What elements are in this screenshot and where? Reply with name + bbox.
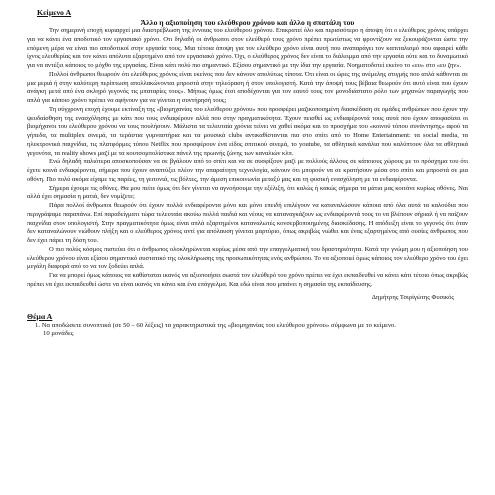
- author-signature: Δημήτρης Τσιρίγώτης Φυσικός: [371, 293, 454, 301]
- document-body: [27, 27, 468, 290]
- question-section: [27, 312, 468, 339]
- paragraph: Τη σύγχρονη εποχή έχουμε εκτίναξη της «βιομηχανίας του ελεύθερου χρόνου» που προσφέρει μαζικοποιημένη διασκέδαση σε ομάδες ανθρώπων που έχουν την ψευδαίσθηση της ενασχόλησης με κάτι που τους ενδιαφέρουν αλλά που στην πραγματικότητα. Έχουν πεισθεί ως ενδιαφέροντά τους αυτά που έχουν αποφασίσει οι βιομήχανοι του ελεύθερου χρόνου να τους πουλήσουν. Μάλιστα τα τελευταία χρόνια τείνει να χαθεί ακόμα και το προσχήμα του «κοινού τόπου συνάντησης» αφού τα γήπεδα, τα multiplex σινεμά, τα τεράστια γυμναστήρια και τα μουσικά clubs αντικαθίστανται πια στο σπίτι από το Home Entertainment: τα social media, τα ηλεκτρονικά παιχνίδια, τις πλατφόρμες τύπου Netflix που προσφέρουν ένα είδος σπιτικού σινεμά, το youtube, τα αθλητικά κανάλια που καλύπτουν όλα τα αθλητικά γεγονότα, τα reality shows μαζί με τα κουτσομπολίστικα πάνελ της πρωινής ζώνης των καναλιών κλπ.: [27, 105, 468, 157]
- paragraph: Ο πιο πολύς κόσμος πιστεύει ότι ο άνθρωπος ολοκληρώνεται κυρίως μέσα από την επαγγελματική του δραστηριότητα. Κατά την γνώμη μου η αξιοποίηση του ελεύθερου χρόνου είναι εξίσου σημαντικό συστατικό της ολοκλήρωσης της προσωπικότητας ενός ανθρώπου. Το να αξιοποιεί όμως κάποιος τον ελεύθερο χρόνο του έχει μεγάλη διαφορά από το να τον ξοδεύει απλά.: [27, 245, 468, 271]
- paragraph: Πάρα πολλοί άνθρωποι θεωρούν ότι έχουν πολλά ενδιαφέροντα μόνο και μόνο επειδή επιλέγουν να καταναλώσουν κάποια από όλα αυτά τα καλούδια που περιγράψαμε παραπάνω. Επί παραδείγματι τώρα τελευταία ακούω πολλά παιδιά και νέους να καταναγκάζουν ως ενδιαφέροντά τους το να βλέπουν σήριαλ ή να παίζουν παιχνίδια στον υπολογιστή. Στην πραγματικότητα όμως είναι απλά εξαρτημένοι καταναλωτές κονσερβοποιημένης διασκέδασης. Η απόδειξη είναι το γεγονός ότι όταν δεν καταναλώνουν νιώθουν πλήξη και ο ελεύθερος χρόνος αντί για απόλαυση γίνεται μαρτύριο, όπως ακριβώς νιώθει και ένας εξαρτημένος από ουσίες άνθρωπος που δεν έχει πάρει τη δόση του.: [27, 202, 468, 244]
- document-page: [27, 8, 468, 339]
- paragraph: Την σημερινή εποχή κυριαρχεί μια διαστρέβλωση της έννοιας του ελεύθερου χρόνου. Επικρατεί όλο και περισσότερο η άποψη ότι ο ελεύθερος χρόνος υπάρχει για να κάνει ένα αποδοτικό τον εργασιακό χρόνο. Οτι δηλαδή οι άνθρωποι στον ελεύθερό τους χρόνο πρέπει πρωτίστως να φροντίζουν να ξεκουράζονται ώστε την επόμενη μέρα να είναι πιο αποδοτικοί στην εργασία τους. Μια τέτοια άποψη για τον ελεύθερο χρόνο είναι αυτή που αναπαράγει τον καπιταλισμό που αφαιρεί κάθε ίχνος ελευθερίας και τον κάνει απόλυτα εξαρτημένο από τον εργασιακό χρόνο. Όχι, ο ελεύθερος χρόνος δεν είναι το διάλειμμα από την εργασία ούτε και το δυναμωτικό για να αντέξει κάποιος το μόχθο της εργασίας. Είναι κάτι πολύ πιο σημαντικό. Εξίσου σημαντικό με την ίδια την εργασία. Νοηματοδοτεί εκείνο το «ευ» στο «ευ ζην».: [27, 27, 468, 69]
- paragraph: Ενώ δηλαδή παλιότερα αποσκοπούσαν να σε βγάλουν από το σπίτι και να σε συσφίξουν μαζί με πολλούς άλλους σε κάποιους χώρους με το πρόσχημα του ότι έχετε κοινά ενδιαφέροντα, σήμερα που έχουν αναπτύξει πλέον την απαραίτητη τεχνολογία, κάνουν ότι μπορούν να σε κρατήσουν μέσα στο σπίτι και μπροστά σε μια οθόνη. Πιο πολύ ακόμα είχαμε τις παρέες, τη γειτονιά, τις βόλτες, την άμεση επικοινωνία μεταξύ μας και τη φυσική ενασχόληση με τα ενδιαφέροντα.: [27, 158, 468, 183]
- text-label: Κείμενο Α: [37, 8, 72, 17]
- document-title: Άλλο η αξιοποίηση του ελεύθερου χρόνου και άλλο η σπατάλη του: [140, 18, 355, 27]
- marks-label: 10 μονάδες: [43, 330, 74, 338]
- section-label: Θέμα Α: [27, 311, 53, 321]
- paragraph: Πολλοί άνθρωποι θεωρούν ότι ελεύθερος χρόνος είναι εκείνος που δεν κάνουν απολύτως τίποτα. Ότι είναι οι ώρες της ανέμελης στιγμής που απλά κάθονται σε μια μεριά ή στην καλύτερη περίπτωση απολλακώνονται μπροστά στην τηλεόραση ή στον υπολογιστή. Κατά την άποψή τους βέβαια θεωρούν ότι αυτό είναι που έχουν ανάγκη μετά από ένα σκληρό γεγονός τις μπαταρίες τους». Μήπως όμως έτσι αποδέχονται για τον εαυτό τους τον μονοδιάστατο ρόλο των μηχανών παραγωγής που απλά για κάποιο χρόνο πρέπει να αφήνουν για να γίνεται η συντήρησή τους;: [27, 70, 468, 104]
- paragraph: Για να μπορεί όμως κάποιος να καθίσταται ικανός να αξιοποιήσει σωστά τον ελεύθερό του χρόνο πρέπει να έχει εκπαιδευθεί να κάνει κάτι τέτοιο όπως ακριβώς πρέπει να έχει εκπαιδευθεί ώστε να είναι ικανός να κάνει και ένα επάγγελμα. Και εδώ είναι που μπαίνει η σημασία της εκπαίδευσης.: [27, 272, 468, 288]
- question-text: 1. Να αποδώσετε συνοπτικά (σε 50 – 60 λέξεις) τα χαρακτηριστικά της «βιομηχανίας του ελεύθερου χρόνου» σύμφωνα με το κείμενο.: [35, 321, 397, 329]
- paragraph: Σήμερα έχουμε τις οθόνες. Θα μου πείτε όμως ότι δεν γίνεται να αγνοήσουμε την εξέλιξη, ότι καλώς ή κακώς σήμερα τα μάτια μας κοιτάνε κυρίως οθόνες. Ναι αλλά έχει σημασία η ματιά, δεν νομίζετε;: [27, 184, 468, 201]
